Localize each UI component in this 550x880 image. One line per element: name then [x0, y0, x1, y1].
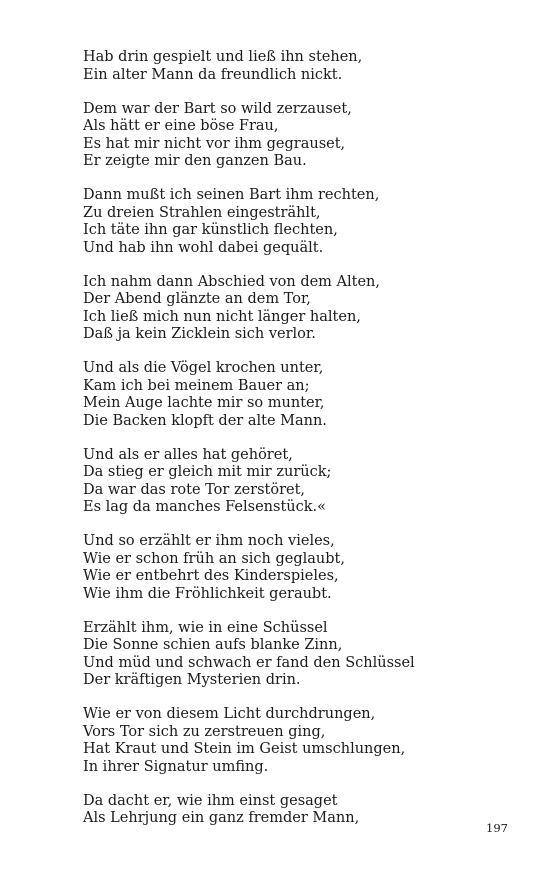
poem-line: Und als die Vögel krochen unter,	[83, 360, 324, 376]
poem-line: Und so erzählt er ihm noch vieles,	[83, 533, 335, 549]
stanza-9	[83, 706, 523, 776]
poem-line: Der Abend glänzte an dem Tor,	[83, 291, 311, 307]
poem-line: Die Sonne schien aufs blanke Zinn,	[83, 637, 343, 653]
stanza-7	[83, 533, 523, 603]
poem-line: Da dacht er, wie ihm einst gesaget	[83, 792, 338, 809]
poem-line: Da stieg er gleich mit mir zurück;	[83, 464, 332, 480]
poem-line: Er zeigte mir den ganzen Bau.	[83, 153, 307, 169]
poem-line: Ich nahm dann Abschied von dem Alten,	[83, 273, 381, 290]
poem-line: Hab drin gespielt und ließ ihn stehen,	[83, 49, 363, 65]
poem-line: Als hätt er eine böse Frau,	[83, 118, 279, 134]
page-number: 197	[486, 821, 508, 835]
poem-line: Hat Kraut und Stein im Geist umschlungen,	[83, 741, 406, 757]
poem-line: Da war das rote Tor zerstöret,	[83, 481, 306, 498]
poem-line: Wie ihm die Fröhlichkeit geraubt.	[83, 585, 332, 602]
stanza-5	[83, 360, 523, 430]
poem-line: Erzählt ihm, wie in eine Schüssel	[83, 619, 328, 636]
poem-line: Wie er entbehrt des Kinderspieles,	[83, 568, 339, 584]
poem-line: Daß ja kein Zicklein sich verlor.	[83, 326, 316, 342]
poem-line: Es lag da manches Felsenstück.«	[83, 499, 327, 515]
poem-line: Und als er alles hat gehöret,	[83, 446, 293, 463]
poem-line: Und müd und schwach er fand den Schlüssel	[83, 654, 415, 671]
poem-line: In ihrer Signatur umfing.	[83, 758, 269, 775]
stanza-6	[83, 447, 523, 517]
stanza-8	[83, 620, 523, 690]
stanza-10	[83, 793, 523, 828]
stanza-4	[83, 274, 523, 344]
poem-line: Kam ich bei meinem Bauer an;	[83, 377, 310, 394]
stanza-2	[83, 101, 523, 171]
poem-line: Ich täte ihn gar künstlich flechten,	[83, 222, 338, 238]
poem-line: Vors Tor sich zu zerstreuen ging,	[83, 723, 326, 740]
poem-line: Ein alter Mann da freundlich nickt.	[83, 66, 343, 83]
poem-line: Die Backen klopft der alte Mann.	[83, 412, 327, 429]
poem-line: Es hat mir nicht vor ihm gegrauset,	[83, 135, 346, 152]
poem-line: Dem war der Bart so wild zerzauset,	[83, 100, 352, 117]
poem-line: Wie er von diesem Licht durchdrungen,	[83, 706, 376, 722]
poem-line: Der kräftigen Mysterien drin.	[83, 672, 301, 688]
poem-line: Als Lehrjung ein ganz fremder Mann,	[83, 810, 360, 826]
poem-text	[83, 49, 523, 844]
poem-line: Dann mußt ich seinen Bart ihm rechten,	[83, 187, 380, 203]
poem-line: Und hab ihn wohl dabei gequält.	[83, 239, 324, 256]
poem-line: Ich ließ mich nun nicht länger halten,	[83, 308, 361, 325]
poem-line: Mein Auge lachte mir so munter,	[83, 395, 325, 411]
poem-line: Wie er schon früh an sich geglaubt,	[83, 550, 345, 567]
poem-line: Zu dreien Strahlen eingestrählt,	[83, 204, 321, 221]
stanza-3	[83, 187, 523, 257]
stanza-1	[83, 49, 523, 84]
